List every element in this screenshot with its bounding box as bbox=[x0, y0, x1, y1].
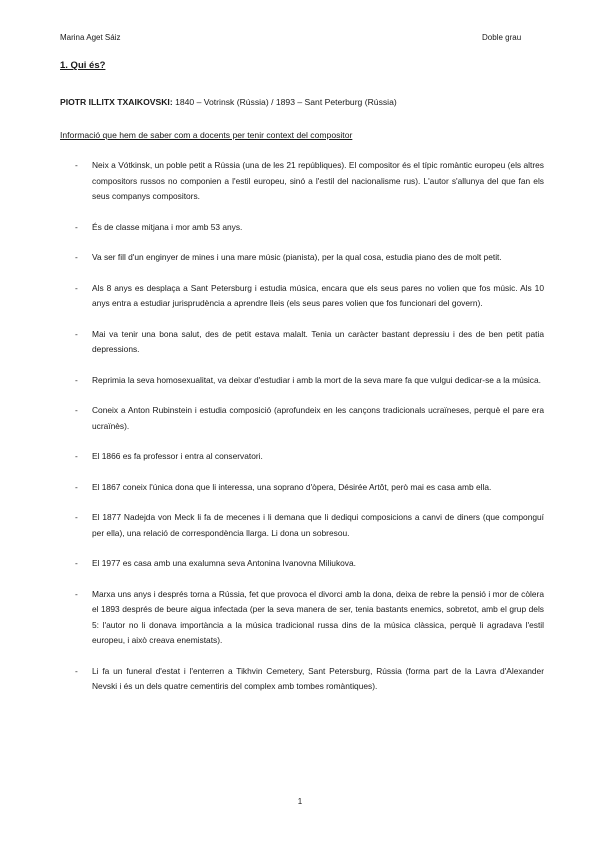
list-item bbox=[60, 587, 544, 649]
list-item-text: Coneix a Anton Rubinstein i estudia composició (aprofundeix en les cançons tradicionals ucraïneses, perquè el pare era ucraïnès). bbox=[92, 405, 544, 431]
list-item bbox=[60, 158, 544, 205]
bullet-dash: - bbox=[75, 451, 78, 461]
subject-line bbox=[60, 97, 397, 107]
list-item-text: Als 8 anys es desplaça a Sant Petersburg i estudia música, encara que els seus pares no volien que fos músic. Als 10 anys entra a estudiar jurisprudència a aprendre lleis (els seus pares volien que fos funcionari del govern). bbox=[92, 282, 544, 308]
section-title: 1. Qui és? bbox=[60, 60, 106, 71]
list-item bbox=[60, 449, 544, 465]
list-item bbox=[60, 403, 544, 434]
list-item-text: El 1877 Nadejda von Meck li fa de mecenes i li demana que li dediqui composicions a canvi de diners (que componguí per ella), una relació de correspondència llarga. Li dona un sobresou. bbox=[92, 512, 544, 538]
list-item-text: Li fa un funeral d'estat i l'enterren a Tikhvin Cemetery, Sant Petersburg, Rússia (forma part de la Lavra d'Alexander Nevski i és un dels quatre cementiris del complex amb tombes romàntiques). bbox=[92, 665, 544, 691]
list-item bbox=[60, 281, 544, 312]
subject-name: PIOTR ILLITX TXAIKOVSKI: bbox=[60, 97, 173, 107]
list-item bbox=[60, 664, 544, 695]
list-item bbox=[60, 556, 544, 572]
list-item-text: Marxa uns anys i després torna a Rússia, fet que provoca el divorci amb la dona, deixa de rebre la pensió i mor de còlera el 1893 després de beure aigua infectada (per la seva manera de ser, tenia bastants enemics, sobretot, amb el grup dels 5: l'autor no li donava importància a la música tradicional russa dins de la música clàssica, perquè li agradava l'estil europeu, i això creava enemistats). bbox=[92, 588, 544, 645]
bullet-dash: - bbox=[75, 328, 78, 339]
list-item-text: És de classe mitjana i mor amb 53 anys. bbox=[92, 221, 243, 232]
list-item-text: El 1867 coneix l'única dona que li interessa, una soprano d'òpera, Désirée Artôt, però mai es casa amb ella. bbox=[92, 481, 492, 492]
list-item-text: Reprimia la seva homosexualitat, va deixar d'estudiar i amb la mort de la seva mare fa que vulgui dedicar-se a la música. bbox=[92, 374, 541, 385]
bullet-dash: - bbox=[75, 665, 78, 676]
bullet-dash: - bbox=[75, 160, 78, 170]
header-author: Marina Aget Sáiz bbox=[60, 33, 121, 42]
list-item bbox=[60, 250, 544, 266]
bullet-dash: - bbox=[75, 282, 78, 293]
list-item bbox=[60, 480, 544, 496]
list-item-text: Va ser fill d'un enginyer de mines i una mare músic (pianista), per la qual cosa, estudia piano des de molt petit. bbox=[92, 252, 502, 262]
bullet-dash: - bbox=[75, 405, 78, 415]
list-item-text: Mai va tenir una bona salut, des de petit estava malalt. Tenia un caràcter bastant depressiu i des de ben petit patia depressions. bbox=[92, 328, 544, 354]
bullet-dash: - bbox=[75, 558, 78, 568]
bullet-dash: - bbox=[75, 588, 78, 599]
list-item bbox=[60, 220, 544, 236]
intro-heading: Informació que hem de saber com a docents per tenir context del compositor bbox=[60, 130, 353, 140]
list-item bbox=[60, 327, 544, 358]
list-item-text: El 1866 es fa professor i entra al conservatori. bbox=[92, 451, 263, 461]
bullet-list bbox=[60, 158, 544, 710]
bullet-dash: - bbox=[75, 221, 78, 232]
bullet-dash: - bbox=[75, 374, 78, 385]
list-item-text: Neix a Vótkinsk, un poble petit a Rússia (una de les 21 repúbliques). El compositor és el típic romàntic europeu (els altres compositors russos no componien a l'estil europeu, sinó a l'estil del nacionalisme rus). L'autor s'allunya del que fan els seus companys compositors. bbox=[92, 160, 544, 201]
subject-dates: 1840 – Votrinsk (Rússia) / 1893 – Sant Peterburg (Rússia) bbox=[172, 97, 397, 107]
list-item bbox=[60, 373, 544, 389]
list-item-text: El 1977 es casa amb una exalumna seva Antonina Ivanovna Miliukova. bbox=[92, 558, 356, 568]
page-number: 1 bbox=[297, 797, 303, 806]
list-item bbox=[60, 510, 544, 541]
bullet-dash: - bbox=[75, 252, 78, 262]
bullet-dash: - bbox=[75, 512, 78, 522]
header-label: Doble grau bbox=[482, 33, 522, 42]
bullet-dash: - bbox=[75, 481, 78, 492]
